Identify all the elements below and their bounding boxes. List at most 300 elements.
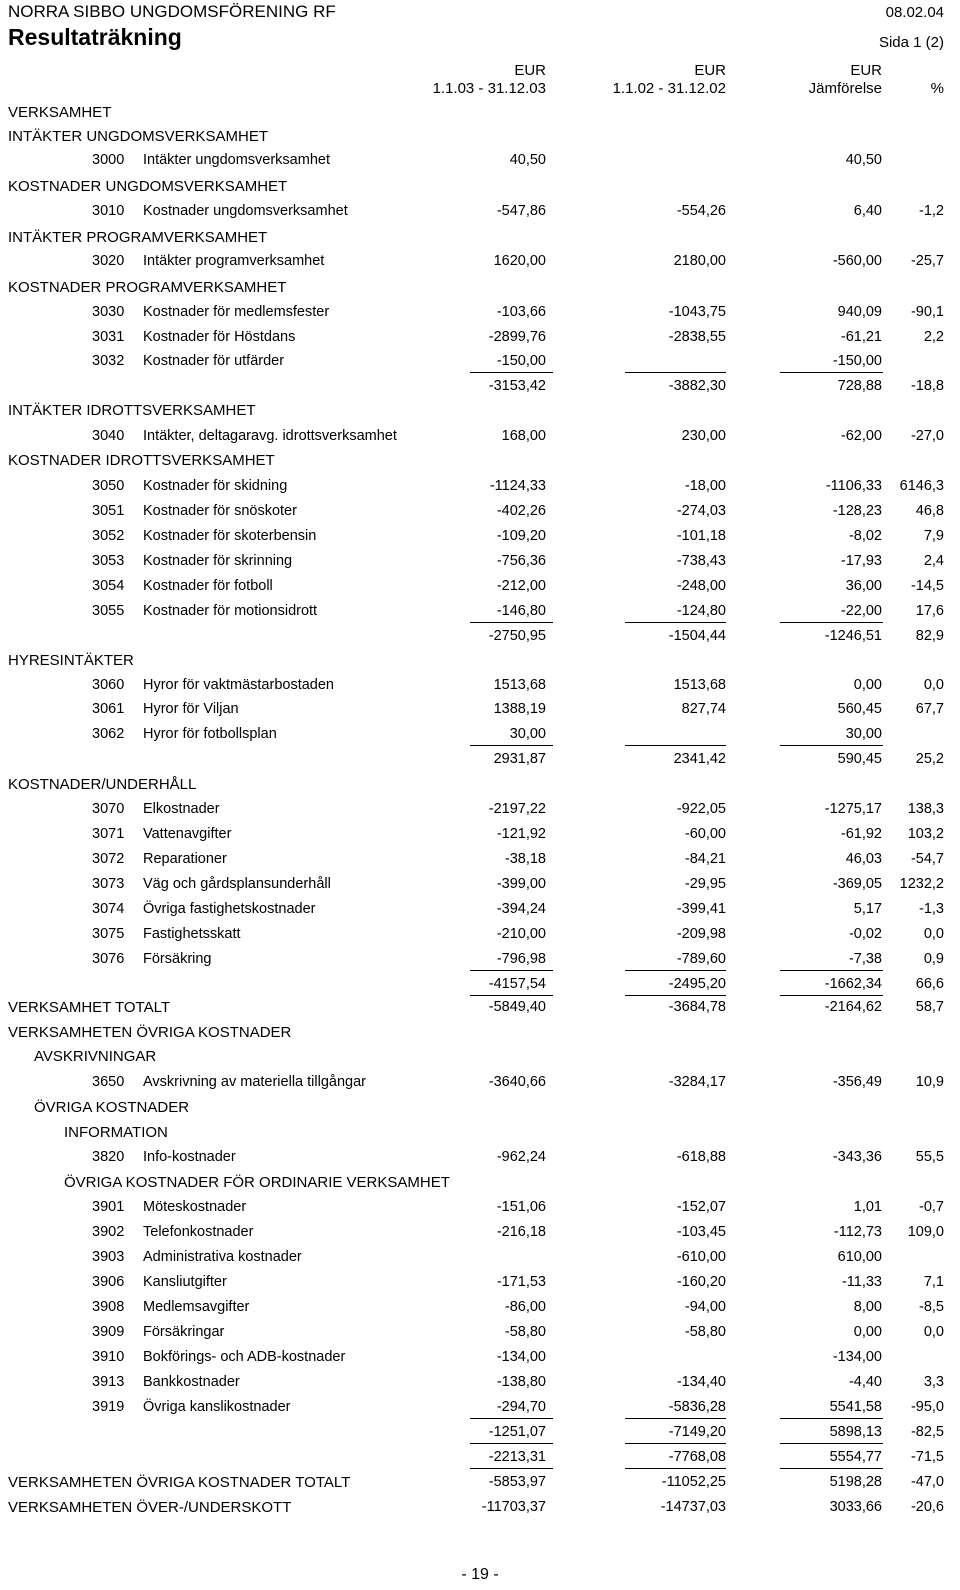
table-row	[0, 1224, 960, 1244]
value-2002: 2341,42	[673, 751, 726, 767]
value-2002: -134,40	[676, 1374, 726, 1390]
value-2003: -138,80	[496, 1374, 546, 1390]
section-heading	[0, 178, 960, 198]
table-row	[0, 1349, 960, 1369]
account-code: 3053	[92, 553, 125, 569]
value-percent: 82,9	[915, 628, 944, 644]
value-percent: -14,5	[910, 578, 944, 594]
value-2002: -399,41	[676, 901, 726, 917]
section-heading-label: VERKSAMHET	[8, 104, 112, 121]
value-percent: 55,5	[915, 1149, 944, 1165]
value-percent: 46,8	[915, 503, 944, 519]
account-name: Intäkter programverksamhet	[143, 253, 325, 269]
table-row	[0, 701, 960, 721]
value-difference: -1106,33	[825, 478, 882, 494]
value-2002: -29,95	[684, 876, 726, 892]
table-row	[0, 152, 960, 172]
account-code: 3060	[92, 677, 125, 693]
value-difference: 0,00	[853, 1324, 882, 1340]
account-code: 3913	[92, 1374, 125, 1390]
account-code: 3902	[92, 1224, 125, 1240]
value-percent: -1,2	[919, 203, 944, 219]
sum-underline	[625, 970, 726, 971]
subtotal-row	[0, 751, 960, 771]
value-difference: -17,93	[840, 553, 882, 569]
value-difference: 30,00	[845, 726, 882, 742]
account-code: 3074	[92, 901, 125, 917]
account-code: 3072	[92, 851, 125, 867]
value-difference: -134,00	[832, 1349, 882, 1365]
account-name: Info-kostnader	[143, 1149, 236, 1165]
value-percent: -1,3	[919, 901, 944, 917]
account-name: Vattenavgifter	[143, 826, 232, 842]
section-heading	[0, 652, 960, 672]
value-difference: -8,02	[848, 528, 882, 544]
value-2002: -3684,78	[668, 999, 726, 1015]
value-difference: 560,45	[837, 701, 882, 717]
value-difference: 5,17	[853, 901, 882, 917]
account-name: Hyror för fotbollsplan	[143, 726, 277, 742]
account-name: Bankkostnader	[143, 1374, 240, 1390]
table-row	[0, 503, 960, 523]
account-name: Kostnader för utfärder	[143, 353, 285, 369]
value-percent: 0,0	[923, 1324, 944, 1340]
account-name: Avskrivning av materiella tillgångar	[143, 1074, 366, 1090]
subtotal-row	[0, 1424, 960, 1444]
value-2002: -922,05	[676, 801, 726, 817]
section-heading-label: INTÄKTER UNGDOMSVERKSAMHET	[8, 128, 269, 145]
account-name: Försäkring	[143, 951, 212, 967]
value-2003: -1124,33	[489, 478, 546, 494]
section-heading-label: ÖVRIGA KOSTNADER	[34, 1099, 190, 1116]
value-2002: 230,00	[681, 428, 726, 444]
value-2003: -796,98	[496, 951, 546, 967]
value-difference: 728,88	[837, 378, 882, 394]
total-label: VERKSAMHETEN ÖVER-/UNDERSKOTT	[8, 1499, 292, 1516]
value-2003: -756,36	[496, 553, 546, 569]
value-2003: -402,26	[496, 503, 546, 519]
table-row	[0, 1324, 960, 1344]
table-row	[0, 1249, 960, 1269]
value-2002: -209,98	[676, 926, 726, 942]
value-percent: -95,0	[910, 1399, 944, 1415]
table-row	[0, 726, 960, 746]
report-title: Resultaträkning	[8, 24, 182, 50]
value-2002: -103,45	[676, 1224, 726, 1240]
col1-currency: EUR	[514, 62, 546, 79]
value-2003: -11703,37	[481, 1499, 546, 1515]
report-date: 08.02.04	[885, 4, 944, 21]
value-percent: 0,0	[923, 677, 944, 693]
value-percent: 109,0	[907, 1224, 944, 1240]
value-2002: -2495,20	[668, 976, 726, 992]
value-percent: 66,6	[915, 976, 944, 992]
value-percent: 3,3	[923, 1374, 944, 1390]
value-difference: 46,03	[845, 851, 882, 867]
account-code: 3071	[92, 826, 125, 842]
value-difference: -112,73	[833, 1224, 882, 1240]
section-heading-label: AVSKRIVNINGAR	[34, 1048, 157, 1065]
account-name: Kostnader för snöskoter	[143, 503, 297, 519]
account-name: Intäkter ungdomsverksamhet	[143, 152, 330, 168]
account-name: Kostnader för fotboll	[143, 578, 273, 594]
value-difference: -4,40	[848, 1374, 882, 1390]
account-code: 3062	[92, 726, 125, 742]
total-label: VERKSAMHET TOTALT	[8, 999, 170, 1016]
sum-underline	[780, 745, 883, 746]
account-name: Kostnader för medlemsfester	[143, 304, 330, 320]
value-2002: -60,00	[684, 826, 726, 842]
value-2002: -160,20	[676, 1274, 726, 1290]
sum-underline	[780, 1418, 883, 1419]
account-code: 3901	[92, 1199, 125, 1215]
account-name: Hyror för vaktmästarbostaden	[143, 677, 334, 693]
total-row	[0, 1474, 960, 1494]
value-2002: -11052,25	[661, 1474, 726, 1490]
account-code: 3073	[92, 876, 125, 892]
value-2002: -58,80	[684, 1324, 726, 1340]
section-heading	[0, 452, 960, 472]
table-row	[0, 1199, 960, 1219]
account-name: Bokförings- och ADB-kostnader	[143, 1349, 346, 1365]
value-2002: -94,00	[684, 1299, 726, 1315]
value-percent: -25,7	[910, 253, 944, 269]
value-percent: -20,6	[910, 1499, 944, 1515]
table-row	[0, 353, 960, 373]
account-code: 3906	[92, 1274, 125, 1290]
sum-underline	[625, 1468, 726, 1469]
total-row	[0, 999, 960, 1019]
value-2002: 827,74	[681, 701, 726, 717]
value-percent: 1232,2	[899, 876, 944, 892]
account-name: Kostnader för skoterbensin	[143, 528, 317, 544]
value-percent: 0,9	[923, 951, 944, 967]
value-2003: -210,00	[496, 926, 546, 942]
value-2003: -294,70	[496, 1399, 546, 1415]
table-row	[0, 1074, 960, 1094]
page-footer: - 19 -	[461, 1566, 499, 1583]
sum-underline	[470, 372, 553, 373]
section-heading-label: INFORMATION	[64, 1124, 168, 1141]
account-code: 3908	[92, 1299, 125, 1315]
value-2002: -84,21	[684, 851, 726, 867]
sum-underline	[625, 372, 726, 373]
value-2003: -86,00	[504, 1299, 546, 1315]
organization-name: NORRA SIBBO UNGDOMSFÖRENING RF	[8, 2, 336, 21]
table-row	[0, 1399, 960, 1419]
account-code: 3032	[92, 353, 125, 369]
value-percent: -8,5	[919, 1299, 944, 1315]
sum-underline	[780, 1443, 883, 1444]
value-difference: -369,05	[832, 876, 882, 892]
value-2002: -124,80	[676, 603, 726, 619]
table-row	[0, 553, 960, 573]
value-2003: -399,00	[496, 876, 546, 892]
value-percent: 17,6	[915, 603, 944, 619]
section-heading-label: INTÄKTER PROGRAMVERKSAMHET	[8, 229, 268, 246]
account-code: 3075	[92, 926, 125, 942]
value-2002: -1043,75	[668, 304, 726, 320]
value-percent: 103,2	[907, 826, 944, 842]
value-difference: 940,09	[837, 304, 882, 320]
value-difference: 0,00	[853, 677, 882, 693]
value-2003: -171,53	[496, 1274, 546, 1290]
value-difference: 5541,58	[829, 1399, 882, 1415]
section-heading	[0, 402, 960, 422]
total-label: VERKSAMHETEN ÖVRIGA KOSTNADER TOTALT	[8, 1474, 351, 1491]
value-2002: -7768,08	[668, 1449, 726, 1465]
account-name: Möteskostnader	[143, 1199, 247, 1215]
account-name: Kostnader för skrinning	[143, 553, 293, 569]
table-row	[0, 801, 960, 821]
account-name: Försäkringar	[143, 1324, 225, 1340]
value-percent: 6146,3	[899, 478, 944, 494]
value-2003: 30,00	[509, 726, 546, 742]
value-percent: -0,7	[919, 1199, 944, 1215]
section-heading	[0, 1024, 960, 1044]
value-percent: 2,4	[923, 553, 944, 569]
value-percent: -82,5	[910, 1424, 944, 1440]
value-2002: -1504,44	[668, 628, 726, 644]
sum-underline	[625, 995, 726, 996]
value-2003: 1513,68	[493, 677, 546, 693]
section-heading	[0, 279, 960, 299]
table-row	[0, 1274, 960, 1294]
table-row	[0, 478, 960, 498]
value-percent: 138,3	[907, 801, 944, 817]
account-name: Kostnader för motionsidrott	[143, 603, 318, 619]
value-difference: -0,02	[848, 926, 882, 942]
sum-underline	[625, 745, 726, 746]
section-heading	[0, 128, 960, 148]
table-row	[0, 603, 960, 623]
sum-underline	[470, 970, 553, 971]
value-2002: -152,07	[676, 1199, 726, 1215]
account-code: 3055	[92, 603, 125, 619]
section-heading	[0, 1048, 960, 1068]
col2-currency: EUR	[694, 62, 726, 79]
section-heading-label: ÖVRIGA KOSTNADER FÖR ORDINARIE VERKSAMHET	[64, 1174, 450, 1191]
value-difference: 610,00	[837, 1249, 882, 1265]
section-heading-label: VERKSAMHETEN ÖVRIGA KOSTNADER	[8, 1024, 292, 1041]
value-difference: -7,38	[848, 951, 882, 967]
value-percent: -27,0	[910, 428, 944, 444]
subtotal-row	[0, 378, 960, 398]
value-2003: -216,18	[496, 1224, 546, 1240]
total-row	[0, 1499, 960, 1519]
value-difference: -62,00	[840, 428, 882, 444]
value-percent: -90,1	[910, 304, 944, 320]
value-percent: -18,8	[910, 378, 944, 394]
account-name: Medlemsavgifter	[143, 1299, 250, 1315]
account-code: 3010	[92, 203, 125, 219]
sum-underline	[470, 622, 553, 623]
table-row	[0, 876, 960, 896]
value-percent: 10,9	[915, 1074, 944, 1090]
value-2003: -109,20	[496, 528, 546, 544]
value-difference: 590,45	[837, 751, 882, 767]
value-difference: -61,21	[840, 329, 882, 345]
account-name: Väg och gårdsplansunderhåll	[143, 876, 331, 892]
value-2003: -394,24	[496, 901, 546, 917]
value-2003: -962,24	[496, 1149, 546, 1165]
value-2003: -38,18	[504, 851, 546, 867]
account-code: 3070	[92, 801, 125, 817]
value-difference: 1,01	[853, 1199, 882, 1215]
value-2002: -101,18	[676, 528, 726, 544]
section-heading-label: KOSTNADER IDROTTSVERKSAMHET	[8, 452, 275, 469]
value-difference: -11,33	[841, 1274, 882, 1290]
section-heading-label: HYRESINTÄKTER	[8, 652, 134, 669]
value-difference: 5198,28	[829, 1474, 882, 1490]
account-name: Kostnader ungdomsverksamhet	[143, 203, 348, 219]
account-code: 3910	[92, 1349, 125, 1365]
sum-underline	[470, 1443, 553, 1444]
value-2002: -14737,03	[660, 1499, 726, 1515]
value-2003: -2750,95	[488, 628, 546, 644]
account-name: Kostnader för Höstdans	[143, 329, 296, 345]
value-2002: -7149,20	[668, 1424, 726, 1440]
value-2002: -610,00	[676, 1249, 726, 1265]
value-difference: -2164,62	[824, 999, 882, 1015]
table-row	[0, 428, 960, 448]
value-2003: -212,00	[496, 578, 546, 594]
sum-underline	[780, 995, 883, 996]
value-2003: -150,00	[496, 353, 546, 369]
table-row	[0, 826, 960, 846]
table-row	[0, 901, 960, 921]
table-row	[0, 578, 960, 598]
value-difference: -150,00	[832, 353, 882, 369]
value-2002: -738,43	[676, 553, 726, 569]
table-row	[0, 926, 960, 946]
value-2002: 1513,68	[673, 677, 726, 693]
value-2002: -618,88	[676, 1149, 726, 1165]
account-name: Övriga kanslikostnader	[143, 1399, 291, 1415]
table-row	[0, 677, 960, 697]
value-percent: 2,2	[923, 329, 944, 345]
col3-currency: EUR	[850, 62, 882, 79]
table-row	[0, 304, 960, 324]
value-2003: -2213,31	[488, 1449, 546, 1465]
account-code: 3054	[92, 578, 125, 594]
value-2002: -18,00	[684, 478, 726, 494]
value-2002: -274,03	[676, 503, 726, 519]
value-difference: 8,00	[853, 1299, 882, 1315]
col3-label: Jämförelse	[808, 80, 882, 97]
section-heading	[0, 1174, 960, 1194]
account-code: 3031	[92, 329, 125, 345]
value-difference: 5554,77	[829, 1449, 882, 1465]
percent-header: %	[930, 80, 944, 97]
value-difference: 40,50	[845, 152, 882, 168]
value-2003: -2197,22	[488, 801, 546, 817]
page-indicator: Sida 1 (2)	[878, 34, 944, 51]
subtotal-row	[0, 628, 960, 648]
account-code: 3061	[92, 701, 125, 717]
table-row	[0, 203, 960, 223]
value-2003: -547,86	[496, 203, 546, 219]
value-difference: -22,00	[840, 603, 882, 619]
table-row	[0, 1149, 960, 1169]
value-difference: -1275,17	[824, 801, 882, 817]
account-name: Telefonkostnader	[143, 1224, 254, 1240]
value-difference: 5898,13	[829, 1424, 882, 1440]
account-code: 3820	[92, 1149, 125, 1165]
account-name: Fastighetsskatt	[143, 926, 241, 942]
sum-underline	[780, 1468, 883, 1469]
value-difference: 3033,66	[829, 1499, 882, 1515]
account-code: 3040	[92, 428, 125, 444]
sum-underline	[470, 1418, 553, 1419]
section-heading	[0, 1124, 960, 1144]
section-heading-label: KOSTNADER PROGRAMVERKSAMHET	[8, 279, 287, 296]
section-heading	[0, 229, 960, 249]
subtotal-row	[0, 976, 960, 996]
value-percent: 58,7	[915, 999, 944, 1015]
account-code: 3000	[92, 152, 125, 168]
table-row	[0, 1374, 960, 1394]
value-2002: -3284,17	[668, 1074, 726, 1090]
col1-period: 1.1.03 - 31.12.03	[432, 80, 546, 97]
value-2002: -248,00	[676, 578, 726, 594]
account-name: Administrativa kostnader	[143, 1249, 302, 1265]
section-heading	[0, 1099, 960, 1119]
value-difference: -1662,34	[824, 976, 882, 992]
account-code: 3051	[92, 503, 125, 519]
value-2003: -3153,42	[488, 378, 546, 394]
subtotal-row	[0, 1449, 960, 1469]
value-2002: -554,26	[676, 203, 726, 219]
value-2003: -146,80	[496, 603, 546, 619]
account-name: Elkostnader	[143, 801, 220, 817]
value-2003: -2899,76	[488, 329, 546, 345]
account-name: Kansliutgifter	[143, 1274, 227, 1290]
value-percent: -54,7	[910, 851, 944, 867]
value-2003: -58,80	[504, 1324, 546, 1340]
sum-underline	[470, 1468, 553, 1469]
value-2003: -103,66	[496, 304, 546, 320]
table-row	[0, 851, 960, 871]
sum-underline	[625, 1443, 726, 1444]
section-heading-label: INTÄKTER IDROTTSVERKSAMHET	[8, 402, 256, 419]
value-difference: -560,00	[832, 253, 882, 269]
value-difference: 36,00	[845, 578, 882, 594]
table-row	[0, 528, 960, 548]
value-2003: -1251,07	[488, 1424, 546, 1440]
table-row	[0, 951, 960, 971]
value-2003: 40,50	[509, 152, 546, 168]
section-heading-label: KOSTNADER UNGDOMSVERKSAMHET	[8, 178, 288, 195]
section-heading	[0, 104, 960, 124]
account-code: 3909	[92, 1324, 125, 1340]
sum-underline	[625, 622, 726, 623]
value-difference: -356,49	[832, 1074, 882, 1090]
value-2003: 2931,87	[493, 751, 546, 767]
value-percent: 67,7	[915, 701, 944, 717]
section-heading	[0, 776, 960, 796]
value-percent: -47,0	[910, 1474, 944, 1490]
value-2003: -4157,54	[488, 976, 546, 992]
account-code: 3052	[92, 528, 125, 544]
sum-underline	[780, 372, 883, 373]
sum-underline	[625, 1418, 726, 1419]
account-code: 3650	[92, 1074, 125, 1090]
value-2002: -5836,28	[668, 1399, 726, 1415]
col2-period: 1.1.02 - 31.12.02	[612, 80, 726, 97]
value-2003: 1388,19	[493, 701, 546, 717]
account-code: 3050	[92, 478, 125, 494]
